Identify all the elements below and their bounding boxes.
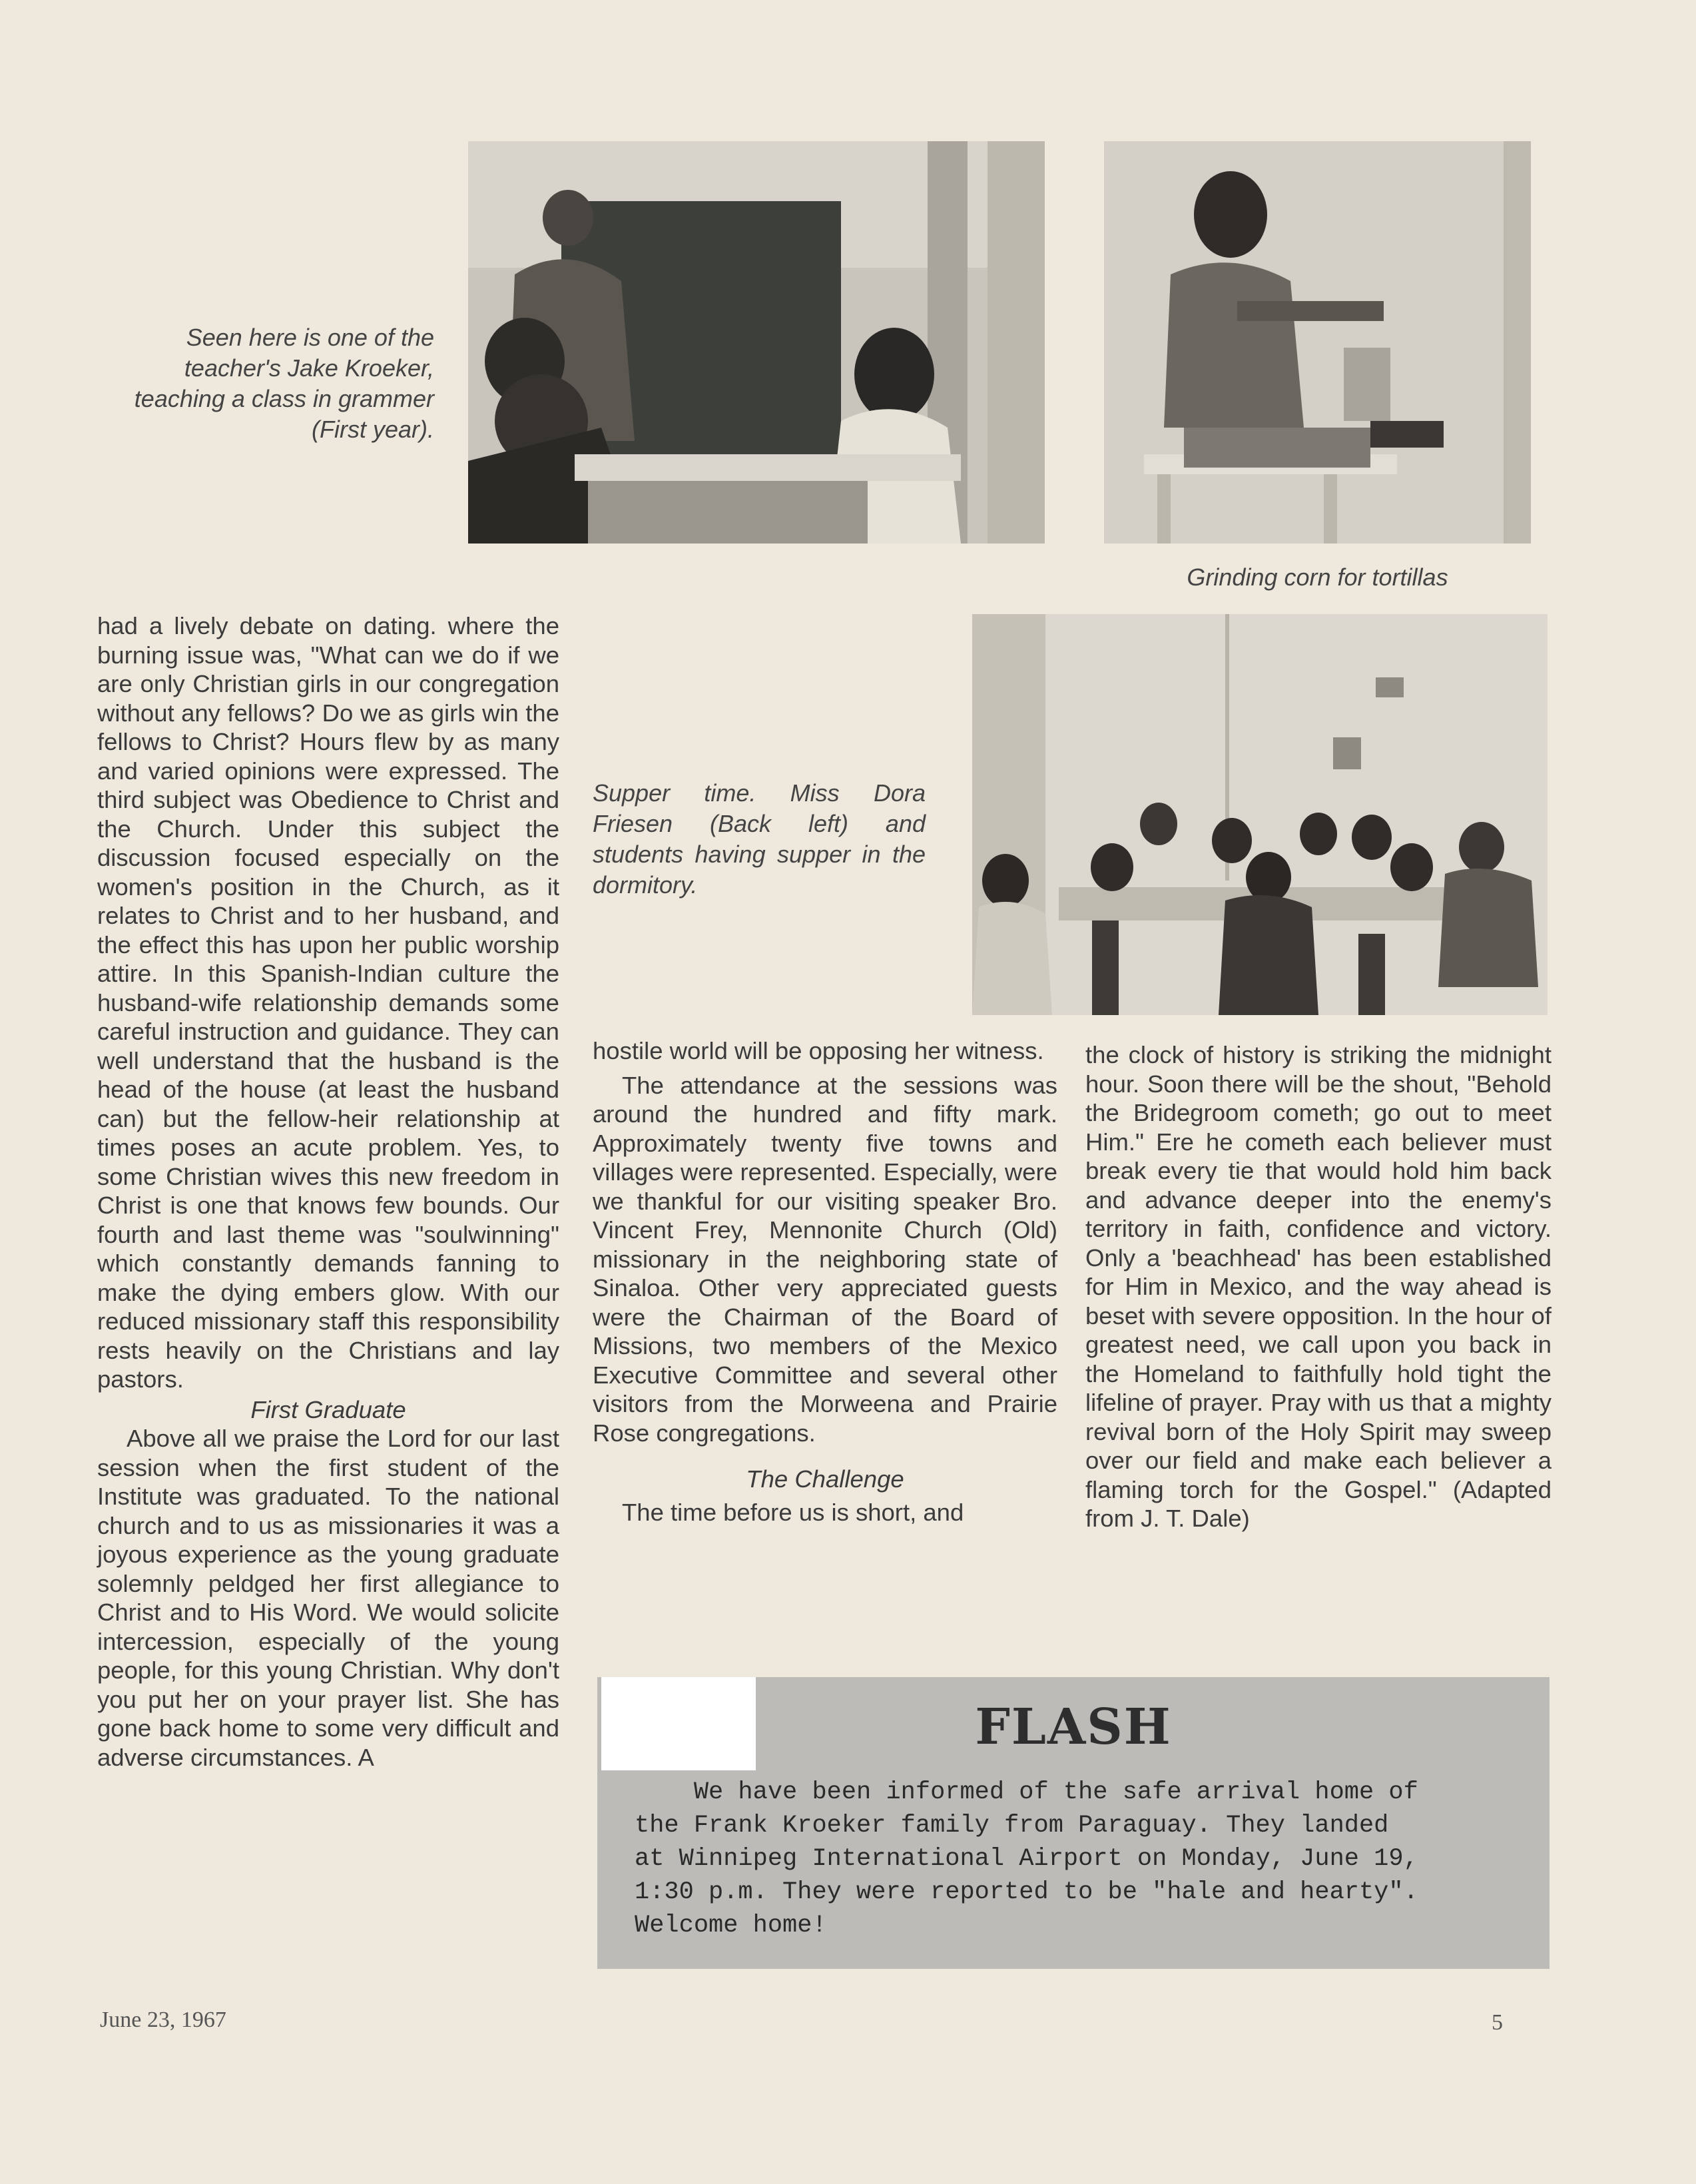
caption-teacher: Seen here is one of the teacher's Jake Kroeker, teaching a class in grammer (First year). xyxy=(134,324,434,443)
grinding-corn-illustration xyxy=(1104,141,1531,544)
column2-paragraph-1: hostile world will be opposing her witness. xyxy=(593,1037,1044,1064)
column1-paragraph-1: had a lively debate on dating. where the burning issue was, "What can we do if we are only Christian girls in our congregation without any fellows? Do we as girls win the fellows to Christ? Hours flew by as many and varied opinions were expressed. The third subject was Obedience to Christ and the Church. Under this subject the discussion focused especially on the women's position in the Church, as it relates to Christ and to her husband, and the effect this has upon her public worship attire. In this Spanish-Indian culture the husband-wife relationship demands some careful instruction and guidance. They can well understand that the husband is the head of the house (at least the husband can) but the fellow-heir relationship at times poses an acute problem. Yes, to some Christian wives this new freedom in Christ is one that knows few bounds. Our fourth and last theme was "soulwinning" which constantly demands fanning to make the dying embers glow. With our reduced missionary staff this responsibility rests heavily on the Christians and lay pastors. xyxy=(97,612,559,1393)
supper-illustration xyxy=(972,614,1548,1015)
article-column-2 xyxy=(593,1036,1057,1527)
page-number: 5 xyxy=(1492,2010,1503,2035)
classroom-illustration xyxy=(468,141,1045,544)
flash-body-text: We have been informed of the safe arrival home of the Frank Kroeker family from Paraguay. They landed at Winnipeg International Airport on Monday, June 19, 1:30 p.m. They were reported to be "hale and hearty". Welcome home! xyxy=(635,1778,1418,1940)
supper-photo xyxy=(972,614,1548,1015)
column2-paragraph-2: The attendance at the sessions was around the hundred and fifty mark. Approximately twenty five towns and villages were represented. Especially, were we thankful for our visiting speaker Bro. Vincent Frey, Mennonite Church (Old) missionary in the neighboring state of Sinaloa. Other very appreciated guests were the Chairman of the Board of Missions, two members of the Mexico Executive Committee and several other visitors from the Morweena and Prairie Rose congregations. xyxy=(593,1071,1057,1447)
subhead-first-graduate: First Graduate xyxy=(250,1395,406,1423)
caption-supper: Supper time. Miss Dora Friesen (Back left) and students having supper in the dormitory. xyxy=(593,779,926,899)
column1-paragraph-2: Above all we praise the Lord for our last session when the first student of the Institute was graduated. To the national church and to us as missionaries it was a joyous experience as the young graduate solemnly peldged her first allegiance to Christ and to His Word. We would solicite intercession, especially of the young people, for this young Christian. Why don't you put her on your prayer list. She has gone back home to some very difficult and adverse circumstances. A xyxy=(97,1425,559,1771)
subhead-the-challenge: The Challenge xyxy=(746,1465,904,1493)
column2-paragraph-3: The time before us is short, and xyxy=(622,1498,964,1526)
caption-grinding: Grinding corn for tortillas xyxy=(1187,563,1448,591)
article-column-1 xyxy=(97,611,559,1772)
classroom-photo xyxy=(468,141,1045,544)
footer-date: June 23, 1967 xyxy=(100,2007,226,2032)
grinding-corn-photo xyxy=(1104,141,1531,544)
column3-paragraph-1: the clock of history is striking the midnight hour. Soon there will be the shout, "Behold the Bridegroom cometh; go out to meet Him." Ere he cometh each believer must break every tie that would hold him back and advance deeper into the enemy's territory in faith, confidence and victory. Only a 'beachhead' has been established for Him in Mexico, and the way ahead is beset with severe opposition. In the hour of greatest need, we call upon you back in the Homeland to faithfully hold tight the lifeline of prayer. Pray with us that a mighty revival born of the Holy Spirit may sweep over our field and make each believer a flaming torch for the Gospel." (Adapted from J. T. Dale) xyxy=(1085,1041,1552,1532)
flash-announcement-box xyxy=(597,1677,1550,1969)
flash-title: FLASH xyxy=(975,1698,1172,1756)
article-column-3 xyxy=(1085,1040,1552,1533)
